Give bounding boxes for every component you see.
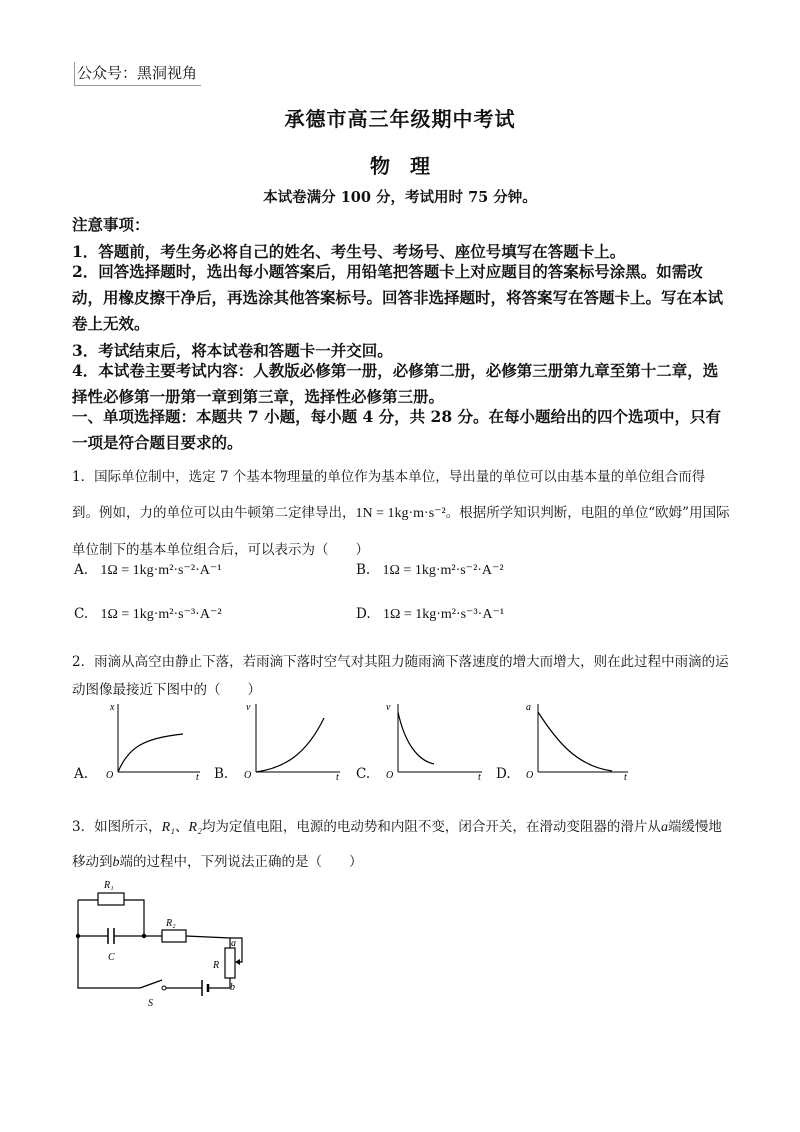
q1-option-c[interactable]: C. 1Ω = 1kg·m²·s⁻³·A⁻²	[74, 606, 222, 622]
q1-formula: 1N = 1kg·m·s⁻²	[355, 506, 446, 521]
label-c: C	[108, 952, 115, 963]
notice-item-4: 4．本试卷主要考试内容：人教版必修第一册，必修第二册，必修第三册第九章至第十二章，选择性必修第一册第一章到第三章，选择性必修第三册。	[72, 361, 719, 406]
section-one-heading: 一、单项选择题：本题共 7 小题，每小题 4 分，共 28 分。在每小题给出的四个选项中，只有一项是符合题目要求的。	[72, 407, 722, 452]
q1-text-b: 。根据所学知识判断，电阻的单位“欧姆”用国际单位制下的基本单位组合后，可以表示为（ ）	[72, 505, 730, 558]
score-line: 本试卷满分 100 分，考试用时 75 分钟。	[263, 189, 537, 206]
q2-option-c[interactable]: C. v O t	[356, 700, 486, 785]
q2-curve-a	[118, 734, 183, 772]
notice-heading: 注意事项：	[72, 215, 150, 234]
q2-option-a[interactable]: A. x O t	[74, 700, 204, 785]
resistor-r1	[98, 893, 124, 905]
q2-curve-d	[538, 712, 612, 771]
q1-option-b[interactable]: B. 1Ω = 1kg·m²·s⁻²·A⁻²	[356, 562, 504, 578]
label-r1: R₁	[104, 880, 114, 891]
question-1	[72, 459, 732, 568]
svg-text:O: O	[106, 770, 114, 780]
watermark: 公众号：黑洞视角	[74, 62, 201, 86]
q1-option-d[interactable]: D. 1Ω = 1kg·m²·s⁻³·A⁻¹	[356, 606, 505, 622]
notice-item-3: 3．考试结束后，将本试卷和答题卡一并交回。	[72, 341, 393, 360]
label-r: R	[213, 960, 220, 971]
exam-title: 承德市高三年级期中考试	[284, 107, 516, 131]
svg-text:O: O	[244, 770, 252, 780]
label-s: S	[148, 998, 153, 1009]
q3-circuit-diagram	[70, 876, 255, 1011]
notice-item-1: 1．答题前，考生务必将自己的姓名、考生号、考场号、座位号填写在答题卡上。	[72, 242, 626, 261]
q2-graph-a	[98, 700, 204, 780]
label-r2: R₂	[166, 918, 176, 929]
svg-text:t: t	[478, 772, 481, 780]
subject-title: 物 理	[370, 154, 430, 178]
notice-item-2: 2．回答选择题时，选出每小题答案后，用铅笔把答题卡上对应题目的答案标号涂黑。如需改动，用橡皮擦干净后，再选涂其他答案标号。回答非选择题时，将答案写在答题卡上。写在本试卷上无效。	[72, 262, 724, 333]
q2-option-b[interactable]: B. v O t	[214, 700, 344, 785]
resistor-r2	[162, 930, 186, 942]
svg-text:t: t	[624, 772, 627, 780]
svg-text:v: v	[386, 702, 391, 713]
svg-text:x: x	[110, 702, 115, 713]
question-3: 3．如图所示，R₁、R₂均为定值电阻，电源的电动势和内阻不变，闭合开关，在滑动变阻器的滑片从a端缓慢地移动到b端的过程中，下列说法正确的是（ ）	[72, 819, 722, 870]
q2-graph-d	[516, 700, 634, 780]
svg-text:a: a	[526, 702, 531, 713]
label-a: a	[231, 938, 236, 949]
svg-text:O: O	[526, 770, 534, 780]
rheostat-r	[225, 948, 235, 978]
q1-option-a[interactable]: A. 1Ω = 1kg·m²·s⁻²·A⁻¹	[74, 562, 222, 578]
q2-graph-c	[376, 700, 486, 780]
question-2: 2．雨滴从高空由静止下落，若雨滴下落时空气对其阻力随雨滴下落速度的增大而增大，则在此过程中雨滴的运动图像最接近下图中的（ ）	[72, 654, 729, 698]
svg-text:v: v	[246, 702, 251, 713]
q2-graph-b	[234, 700, 344, 780]
label-b: b	[230, 982, 235, 993]
q2-curve-c	[398, 712, 434, 764]
q2-option-d[interactable]: D. a O t	[496, 700, 636, 785]
svg-text:O: O	[386, 770, 394, 780]
svg-text:t: t	[336, 772, 339, 780]
q1-text-a: 1．国际单位制中，选定 7 个基本物理量的单位作为基本单位，导出量的单位可以由基本量的单位组合而得到。例如，力的单位可以由牛顿第二定律导出，	[72, 469, 706, 521]
svg-text:t: t	[196, 772, 199, 780]
q2-curve-b	[256, 718, 324, 772]
switch-s	[140, 980, 162, 988]
